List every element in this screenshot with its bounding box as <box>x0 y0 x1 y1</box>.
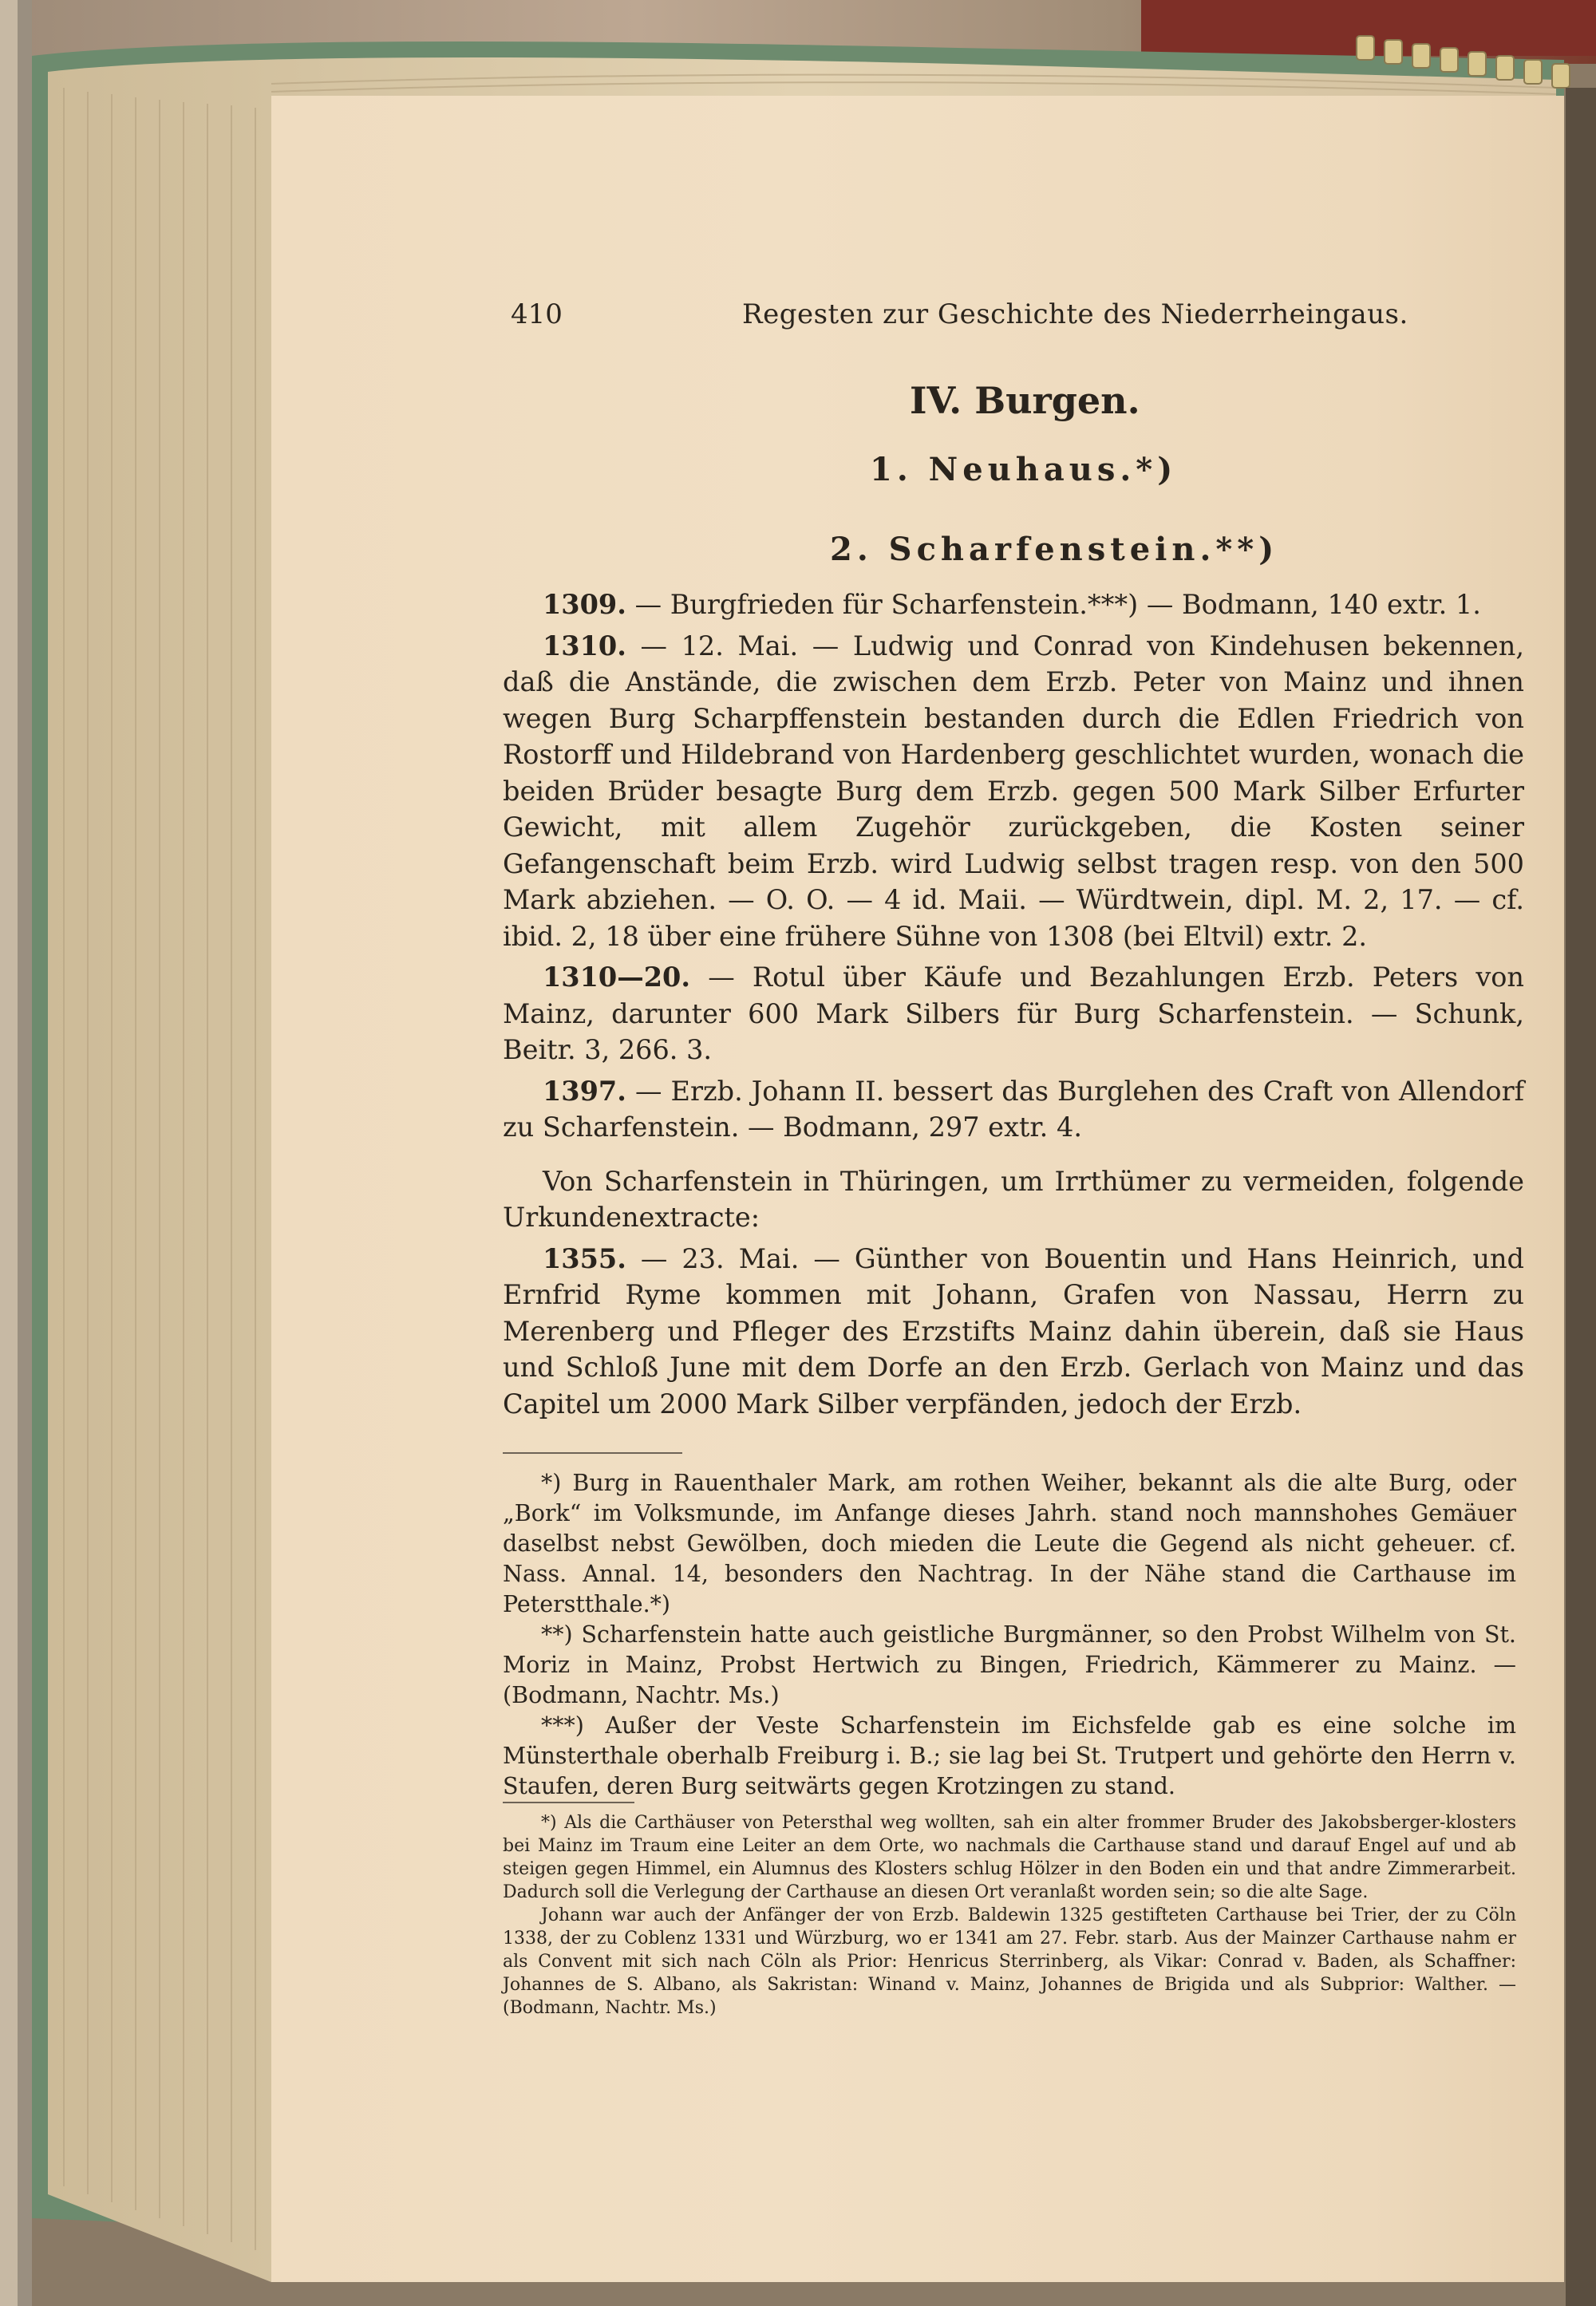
section-heading: IV. Burgen. <box>910 379 1140 422</box>
entry-1310-20: 1310—20. — Rotul über Käufe und Bezahlungen Erzb. Peters von Mainz, darunter 600 Mark Silbers für Burg Scharfenstein. — Schunk, Beitr. 3, 266. 3. <box>503 961 1524 1065</box>
footnote-3: ***) Außer der Veste Scharfenstein im Eichsfelde gab es eine solche im Münsterthale oberhalb Freiburg i. B.; sie lag bei St. Trutpert und gehörte den Herrn v. Staufen, deren Burg seitwärts gegen Krotzingen zu stand. <box>503 1712 1516 1799</box>
margin-number: 3. <box>686 1034 713 1065</box>
footnote-2: **) Scharfenstein hatte auch geistliche Burgmänner, so den Probst Wilhelm von St. Moriz in Mainz, Probst Hertwich zu Bingen, Friedrich, Kämmerer zu Mainz. — (Bodmann, Nachtr. Ms.) <box>503 1621 1516 1708</box>
item-heading-neuhaus: 1. Neuhaus.*) <box>870 451 1178 488</box>
entry-1397: 1397. — Erzb. Johann II. bessert das Burglehen des Craft von Allendorf zu Scharfenstein. — Bodmann, 297 extr. 4. <box>503 1075 1525 1143</box>
footnote-rule <box>503 1452 682 1454</box>
margin-number: 1. <box>1455 589 1481 620</box>
main-text <box>503 586 1524 1422</box>
entry-1355: 1355. — 23. Mai. — Günther von Bouentin und Hans Heinrich, und Ernfrid Ryme kommen mit Johann, Grafen von Nassau, Herrn zu Merenberg und Pfleger des Erzstifts Mainz dahin überein, daß sie Haus und Schloß June mit dem Dorfe an den Erzb. Gerlach von Mainz und das Capitel um 2000 Mark Silber verpfänden, jedoch der Erzb. <box>503 1242 1525 1420</box>
margin-number: 4. <box>1057 1112 1082 1143</box>
subfootnote-1: *) Als die Carthäuser von Petersthal weg wollten, sah ein alter frommer Bruder des Jakobsberger-klosters bei Mainz im Traum eine Leiter an dem Orte, wo nachmals die Carthause stand und darauf Engel auf und ab steigen gegen Himmel, ein Alumnus des Klosters schlug Hölzer in den Boden ein und that andre Zimmerarbeit. Dadurch soll die Verlegung der Carthause an diesen Ort veranlaßt worden sein; so die alte Sage. <box>503 1813 1516 1902</box>
entry-1309: 1309. — Burgfrieden für Scharfenstein.***) — Bodmann, 140 extr. 1. <box>543 589 1481 620</box>
subfootnotes <box>503 1811 1516 2020</box>
interlude-paragraph: Von Scharfenstein in Thüringen, um Irrthümer zu vermeiden, folgende Urkundenextracte: <box>503 1165 1524 1233</box>
subfootnote-rule <box>503 1802 634 1803</box>
footnotes <box>503 1468 1516 1802</box>
subfootnote-2: Johann war auch der Anfänger der von Erzb. Baldewin 1325 gestifteten Carthause bei Trier, der zu Cöln 1338, der zu Coblenz 1331 und Würzburg, wo er 1341 am 27. Febr. starb. Aus der Mainzer Carthause nahm er als Convent mit sich nach Cöln als Prior: Henricus Sterrinberg, als Vikar: Conrad v. Baden, als Schaffner: Johannes de S. Albano, als Sakristan: Winand v. Mainz, Johannes de Brigida und als Subprior: Walther. — (Bodmann, Nachtr. Ms.) <box>503 1905 1516 2018</box>
page-header <box>511 294 1556 335</box>
page-number: 410 <box>511 298 563 330</box>
item-heading-scharfenstein: 2. Scharfenstein.**) <box>830 531 1279 568</box>
entry-1310: 1310. — 12. Mai. — Ludwig und Conrad von Kindehusen bekennen, daß die Anstände, die zwischen dem Erzb. Peter von Mainz und ihnen wegen Burg Scharpffenstein bestanden durch die Edlen Friedrich von Rostorff und Hildebrand von Hardenberg geschlichtet wurden, wonach die beiden Brüder besagte Burg dem Erzb. gegen 500 Mark Silber Erfurter Gewicht, mit allem Zugehör zurückgeben, die Kosten seiner Gefangenschaft beim Erzb. wird Ludwig selbst tragen resp. von den 500 Mark abziehen. — O. O. — 4 id. Maii. — Würdtwein, dipl. M. 2, 17. — cf. ibid. 2, 18 über eine frühere Sühne von 1308 (bei Eltvil) extr. 2. <box>503 630 1524 952</box>
footnote-1: *) Burg in Rauenthaler Mark, am rothen Weiher, bekannt als die alte Burg, oder „Bork“ im Volksmunde, im Anfange dieses Jahrh. stand noch mannshohes Gemäuer daselbst nebst Gewölben, doch mieden die Leute die Gegend als nicht geheuer. cf. Nass. Annal. 14, besonders den Nachtrag. In der Nähe stand die Carthause im Peterstthale.*) <box>503 1470 1516 1617</box>
margin-number: 2. <box>1341 920 1368 952</box>
running-title: Regesten zur Geschichte des Niederrheingaus. <box>742 298 1408 330</box>
